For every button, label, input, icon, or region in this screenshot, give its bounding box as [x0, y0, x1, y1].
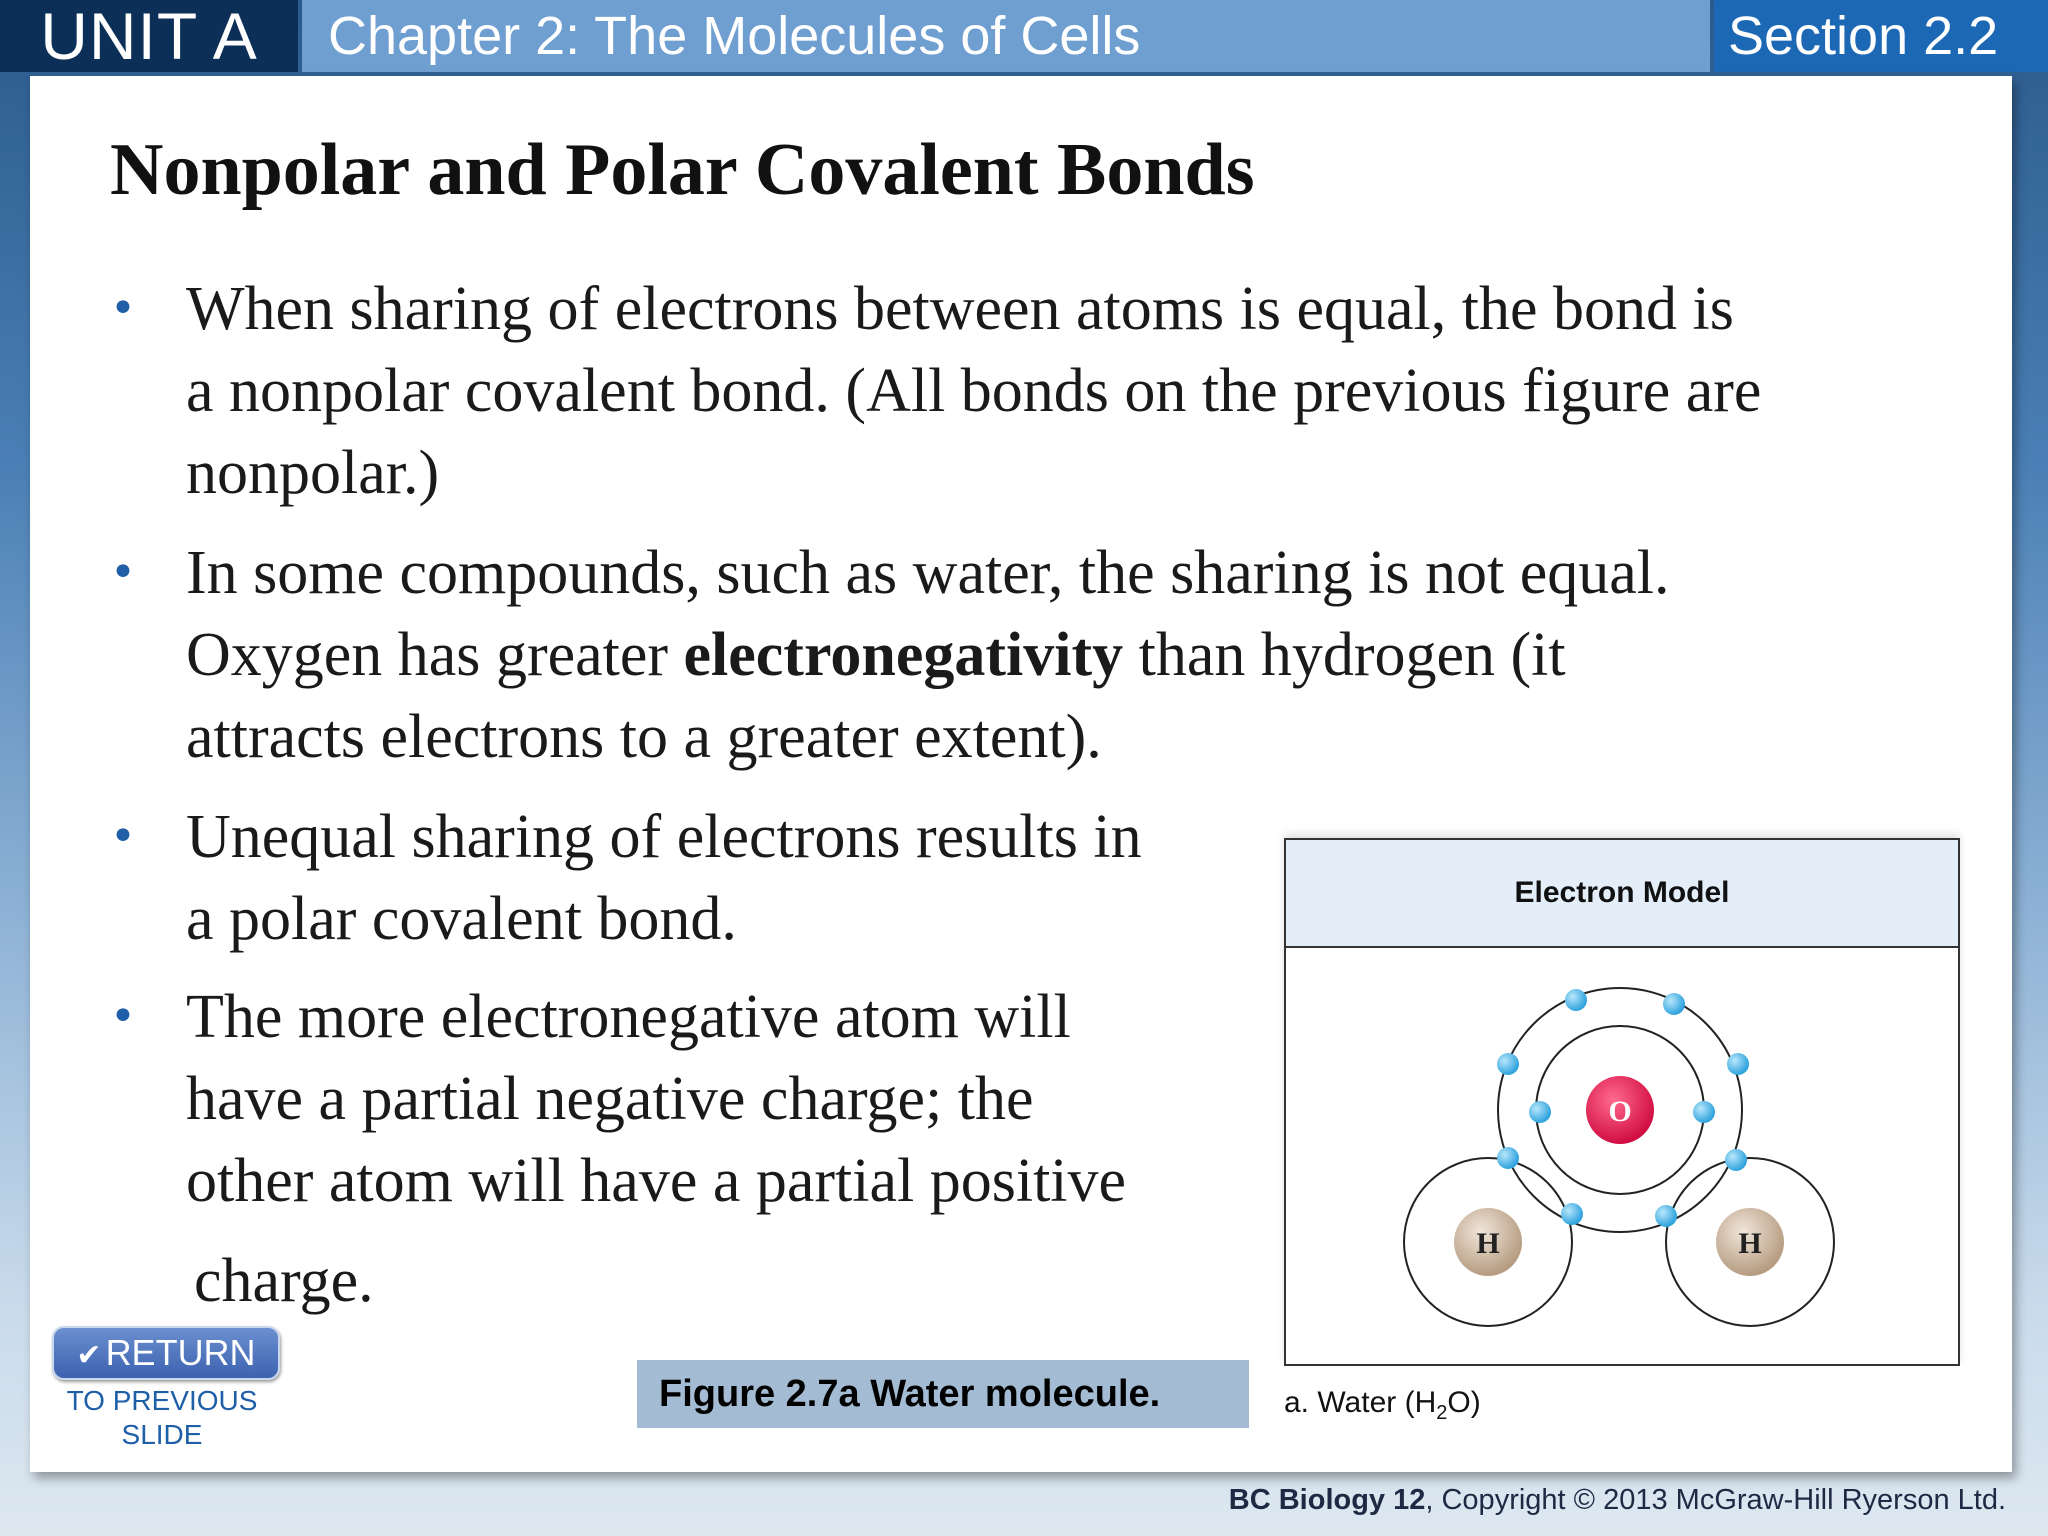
bullet-1-line-3: nonpolar.) — [186, 439, 440, 507]
return-sub-line-2: SLIDE — [121, 1419, 203, 1450]
bullet-1-line-2: a nonpolar covalent bond. (All bonds on the previous figure are — [186, 357, 1762, 425]
bullet-4-line-2: have a partial negative charge; the — [186, 1065, 1034, 1133]
electron-model-figure — [1284, 838, 1960, 1366]
bullet-4-line-1: The more electronegative atom will — [186, 983, 1071, 1051]
electron — [1693, 1101, 1715, 1123]
oxygen-symbol: O — [1608, 1095, 1632, 1128]
bullet-dot: • — [110, 811, 136, 862]
return-sub-label[interactable] — [52, 1384, 272, 1452]
footer-book: BC Biology 12 — [1228, 1484, 1426, 1516]
bullet-1-line-1: When sharing of electrons between atoms is equal, the bond is — [186, 275, 1734, 343]
bullet-dot: • — [110, 547, 136, 598]
electron — [1727, 1053, 1749, 1075]
figure-subcaption — [1284, 1386, 1481, 1425]
return-label: RETURN — [105, 1332, 256, 1373]
caption-post: O) — [1447, 1386, 1481, 1419]
bullet-4-line-4: charge. — [194, 1247, 374, 1315]
water-molecule-diagram — [1286, 948, 1958, 1364]
bullet-3-line-2: a polar covalent bond. — [186, 885, 737, 953]
bullet-2-line-2-pre: Oxygen has greater — [186, 621, 684, 689]
caption-pre: a. Water (H — [1284, 1386, 1437, 1419]
electron — [1497, 1147, 1519, 1169]
bullet-dot: • — [110, 283, 136, 334]
electron — [1561, 1203, 1583, 1225]
figure-header: Electron Model — [1286, 840, 1958, 948]
electron — [1565, 989, 1587, 1011]
return-button[interactable] — [52, 1326, 280, 1380]
bullet-dot: • — [110, 991, 136, 1042]
return-sub-line-1: TO PREVIOUS — [66, 1385, 258, 1416]
header-bar — [0, 0, 2048, 72]
bullet-2-line-3: attracts electrons to a greater extent). — [186, 703, 1102, 771]
footer-copyright — [1229, 1484, 2006, 1517]
bullet-2-line-1: In some compounds, such as water, the sharing is not equal. — [186, 539, 1670, 607]
electron — [1663, 993, 1685, 1015]
hydrogen-right-symbol: H — [1738, 1227, 1762, 1260]
unit-label: UNIT A — [0, 0, 298, 72]
footer-copyright-text: , Copyright © 2013 McGraw-Hill Ryerson Ltd. — [1425, 1484, 2006, 1516]
bullet-2-line-2-post: than hydrogen (it — [1123, 621, 1566, 689]
bullet-3-line-1: Unequal sharing of electrons results in — [186, 803, 1142, 871]
electron — [1529, 1101, 1551, 1123]
return-arrow-icon: ✔ — [76, 1338, 102, 1373]
electron — [1725, 1149, 1747, 1171]
bullet-4-line-3: other atom will have a partial positive — [186, 1147, 1127, 1215]
section-label: Section 2.2 — [1714, 0, 2048, 72]
slide-title: Nonpolar and Polar Covalent Bonds — [110, 129, 1255, 211]
electronegativity-term: electronegativity — [683, 621, 1124, 689]
chapter-title: Chapter 2: The Molecules of Cells — [302, 0, 1710, 72]
electron — [1655, 1205, 1677, 1227]
caption-subscript: 2 — [1436, 1402, 1448, 1424]
bullet-2-line-2 — [186, 614, 1670, 696]
hydrogen-left-symbol: H — [1476, 1227, 1500, 1260]
electron — [1497, 1053, 1519, 1075]
figure-label: Figure 2.7a Water molecule. — [637, 1360, 1249, 1428]
